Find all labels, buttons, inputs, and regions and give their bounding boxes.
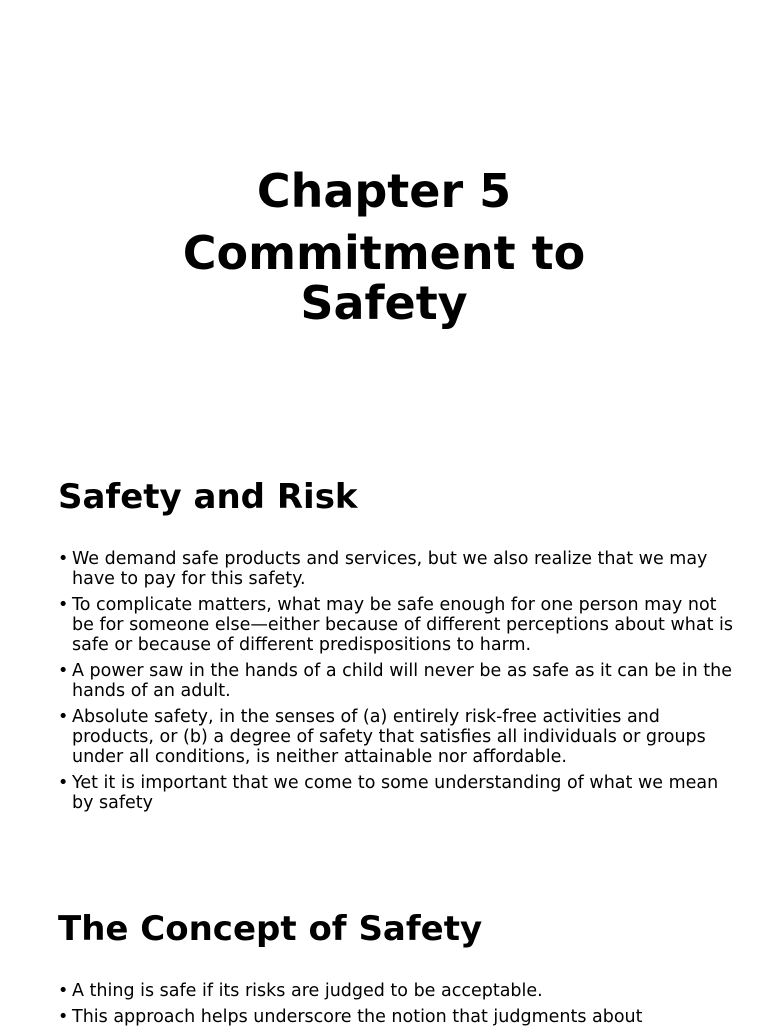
section-concept-of-safety (58, 909, 738, 1035)
bullet-symbol: • (58, 549, 69, 569)
bullet-item (58, 596, 738, 655)
title-slide (0, 160, 768, 328)
chapter-title (0, 222, 768, 328)
chapter-title-line-2: Safety (300, 276, 468, 330)
bullet-text: To complicate matters, what may be safe enough for one person may not be for someone else—either because of different perceptions about what is safe or because of different predispositions to harm. (72, 595, 733, 655)
bullet-list (58, 550, 738, 814)
chapter-title-line-1: Commitment to (182, 226, 586, 280)
bullet-text: A power saw in the hands of a child will never be as safe as it can be in the hands of an adult. (72, 660, 732, 701)
bullet-text: A thing is safe if its risks are judged to be acceptable. (72, 981, 543, 1001)
bullet-symbol: • (58, 707, 69, 728)
bullet-symbol: • (58, 1007, 69, 1028)
bullet-item (58, 774, 738, 814)
bullet-item (58, 708, 738, 767)
bullet-symbol: • (58, 660, 69, 681)
bullet-item (58, 1008, 738, 1028)
bullet-symbol: • (58, 595, 69, 616)
bullet-item (58, 662, 738, 702)
bullet-list (58, 982, 738, 1028)
bullet-item (58, 982, 738, 1002)
bullet-text: This approach helps underscore the notion that judgments about (72, 1007, 643, 1028)
section-heading: The Concept of Safety (58, 909, 483, 949)
bullet-text: We demand safe products and services, but we also realize that we may have to pay for this safety. (72, 549, 708, 589)
bullet-item (58, 550, 738, 590)
section-safety-and-risk (58, 477, 738, 820)
section-heading: Safety and Risk (58, 477, 358, 517)
bullet-text: Yet it is important that we come to some understanding of what we mean by safety (72, 772, 719, 813)
bullet-text: Absolute safety, in the senses of (a) entirely risk-free activities and products, or (b) a degree of safety that satisfies all individuals or groups under all conditions, is neither attainable nor affordable. (72, 707, 706, 767)
bullet-symbol: • (58, 772, 69, 793)
bullet-symbol: • (58, 981, 69, 1001)
chapter-label: Chapter 5 (256, 164, 512, 218)
